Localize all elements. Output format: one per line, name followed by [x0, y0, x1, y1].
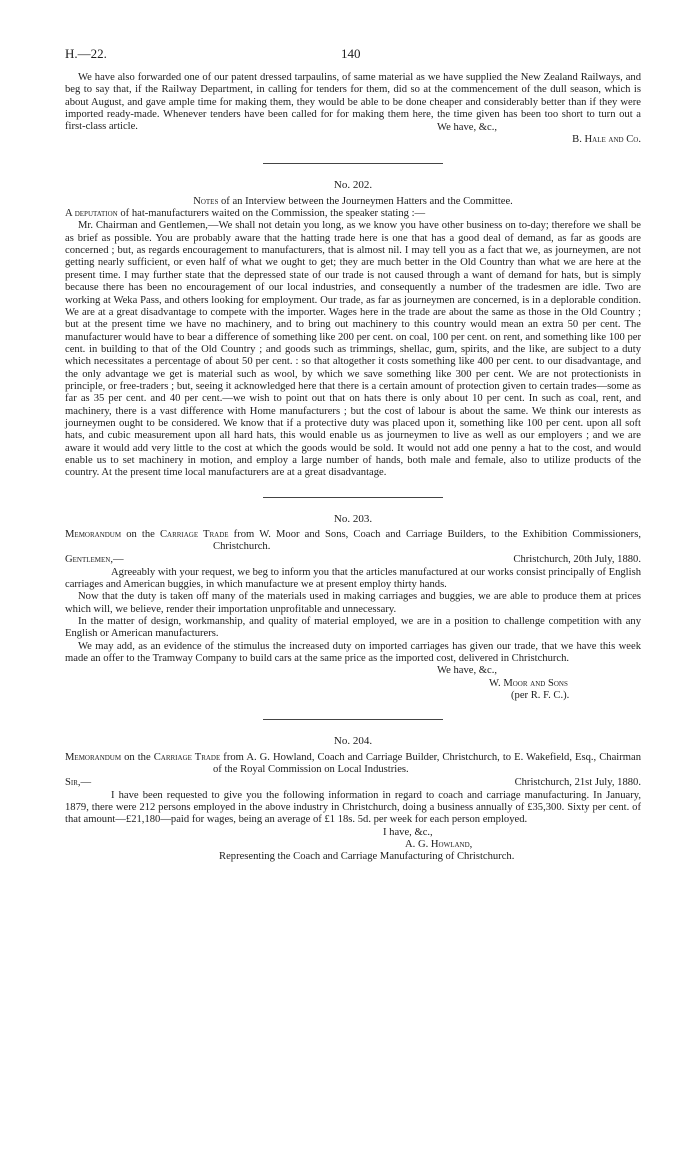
- doc-202-number: No. 202.: [333, 179, 373, 192]
- doc-204-representing: Representing the Coach and Carriage Manufacturing of Christchurch.: [219, 851, 515, 863]
- doc-203-para-1: Agreeably with your request, we beg to inform you that the articles manufactured at our works consist principally of English carriages and American buggies, in which manufacture we at present employ thirty hands.: [65, 566, 641, 591]
- doc-204-closing: I have, &c.,: [383, 826, 433, 838]
- doc-203-closing: We have, &c.,: [437, 665, 498, 677]
- document-202: [65, 179, 641, 479]
- doc-203-para-4: We may add, as an evidence of the stimulus the increased duty on imported carriages has given our trade, that we have this week made an offer to the Tramway Company to build cars at the same price as the imported cost, delivered in Christchurch.: [65, 640, 641, 665]
- page-header: [65, 48, 641, 72]
- doc-203-signature: W. Moor and Sons: [489, 677, 568, 689]
- doc-202-intro: A deputation of hat-manufacturers waited on the Commission, the speaker stating :—: [65, 208, 426, 220]
- page-reference: H.—22.: [65, 46, 107, 61]
- hale-letter: [65, 72, 641, 146]
- section-divider: [263, 719, 443, 720]
- document-page: [65, 48, 641, 864]
- doc-204-number: No. 204.: [333, 735, 373, 748]
- doc-203-place-date: Christchurch, 20th July, 1880.: [513, 553, 641, 565]
- doc-202-title: Notes of an Interview between the Journeymen Hatters and the Committee.: [193, 195, 513, 207]
- section-divider: [263, 497, 443, 498]
- doc-204-salutation-row: [65, 777, 641, 790]
- doc-202-body: Mr. Chairman and Gentlemen,—We shall not detain you long, as we know you have other business on to-day; therefore we shall be as brief as possible. You are probably aware that the hatting trade here is one that has a good deal of demand, as far as goods are concerned ; but, as regards encouragement to manufacturers, that is almost nil. I may tell you as a fact that we, as journeymen, are not getting nearly sufficient, or even half of what we ought to get; they are much better in the Old Country than what we are here at the present time. I may further state that the depressed state of our trade is not caused through a want of demand for hats, but is simply because there has been no encouragement of our local industries, and consequently a number of the tradesmen are idle. Two are working at Weka Pass, and others looking for employment. Our trade, as far as journeymen are concerned, is in a deplorable condition. We are at a great disadvantage to compete with the importer. Wages here in the trade are about the same as those in the Old Country ; but at the present time we have no machinery, and to bring out machinery to this country would mean an extra 50 per cent. The manufacturer would have to bear a difference of something like 200 per cent. on coal, 100 per cent. on rent, and something like 100 per cent. in building to that of the Old Country ; and goods such as trimmings, shellac, gum, spirits, and the like, are subject to a duty which necessitates a percentage of about 50 per cent. : so that altogether it costs something like 400 per cent. to our disadvantage, and the only advantage we get is material such as wool, by which we save something like 300 per cent. We are not protectionists in principle, or free-traders ; but, seeing it acknowledged here that there is a certain amount of protection given to certain trades—some as far as 35 per cent. and 40 per cent.—we wish to point out that on hats there is only about 10 per cent. In such as coal, rent, and machinery, there is a vast difference with Home manufacturers ; but the cost of labour is about the same. We think our interests as journeymen ought to be considered. We know that if a protective duty was placed upon it, something like 100 per cent. upon all soft hats, and cubic measurement upon all hard hats, this would enable us as journeymen to live as well as our employers ; and we are aware it would add very little to the cost at which the goods would be sold. It would not add one penny a hat to the cost, and would enable us to set machinery in motion, and employ a large number of hands, both male and female, also to utilize products of the country. At the present time local manufacturers are at a great disadvantage.: [65, 220, 641, 479]
- document-203: [65, 513, 641, 703]
- doc-203-title: Memorandum on the Carriage Trade from W. Moor and Sons, Coach and Carriage Builders, to the Exhibition Commissioners, Christchurch.: [65, 529, 641, 553]
- doc-203-para-2: Now that the duty is taken off many of the materials used in making carriages and buggies, we are able to produce them at prices which will, we believe, render their importation unprofitable and unnecessary.: [65, 591, 641, 615]
- doc-204-signature: A. G. Howland,: [405, 838, 473, 850]
- doc-203-salutation: Gentlemen,—: [65, 553, 124, 565]
- doc-204-para-1: I have been requested to give you the following information in regard to coach and carriage manufacturing. In January, 1879, there were 212 persons employed in the above industry in Christchurch, doing a business annually of £35,300. Sixty per cent. of that amount—£21,180—paid for wages, being an average of £1 18s. 5d. per week for each person employed.: [65, 789, 641, 826]
- page-number: 140: [341, 46, 361, 61]
- hale-letter-closing: We have, &c.,: [437, 121, 498, 133]
- doc-204-salutation: Sir,—: [65, 776, 92, 788]
- hale-letter-body: We have also forwarded one of our patent dressed tarpaulins, of same material as we have supplied the New Zealand Railways, and beg to say that, if the Railway Department, in calling for tenders for them, did so at the commencement of the dull season, which is about August, and gave ample time for making them, they would be able to be done cheaper and considerably better than if they were imported ready-made. Whenever tenders have been called for for making them here, the time given has been too short to turn out a first-class article.: [65, 72, 641, 133]
- doc-204-place-date: Christchurch, 21st July, 1880.: [514, 776, 641, 788]
- hale-letter-signature: B. Hale and Co.: [572, 134, 641, 146]
- document-204: [65, 735, 641, 863]
- doc-204-title: Memorandum on the Carriage Trade from A. G. Howland, Coach and Carriage Builder, Christchurch, to E. Wakefield, Esq., Chairman of the Royal Commission on Local Industries.: [65, 751, 641, 776]
- doc-203-per: (per R. F. C.).: [511, 690, 570, 702]
- doc-203-para-3: In the matter of design, workmanship, and quality of material employed, we are in a position to challenge competition with any English or American manufacturers.: [65, 616, 641, 640]
- section-divider: [263, 163, 443, 164]
- doc-203-salutation-row: [65, 554, 641, 567]
- doc-203-number: No. 203.: [333, 512, 373, 525]
